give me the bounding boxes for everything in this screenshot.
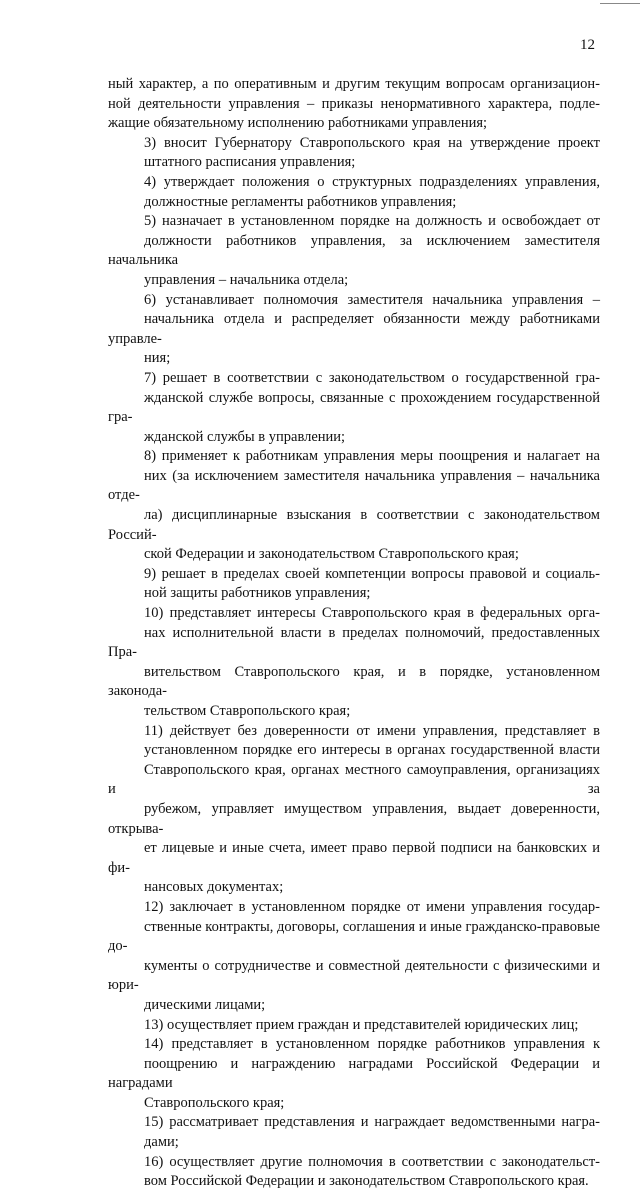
- text-line: начальника отдела и распределяет обязанности между работниками управле-: [108, 311, 600, 347]
- paragraph-item-13: [108, 1016, 600, 1036]
- text-line: 7) решает в соответствии с законодательством о государственной гра-: [144, 369, 600, 386]
- text-line: ла) дисциплинарные взыскания в соответствии с законодательством Россий-: [108, 507, 600, 543]
- text-line: ет лицевые и иные счета, имеет право первой подписи на банковских и фи-: [108, 840, 600, 876]
- paragraph-item-15: [108, 1113, 600, 1152]
- text-line: жащие обязательному исполнению работниками управления;: [108, 115, 488, 132]
- text-line: должности работников управления, за исключением заместителя начальника: [108, 232, 600, 269]
- text-line: ной деятельности управления – приказы ненормативного характера, подле-: [108, 95, 600, 112]
- text-line: ственные контракты, договоры, соглашения и иные гражданско-правовые до-: [108, 918, 600, 955]
- paragraph-item-6: [108, 291, 600, 369]
- text-line: установленном порядке его интересы в органах государственной власти: [144, 742, 600, 759]
- text-line: ной защиты работников управления;: [144, 585, 371, 602]
- text-line: 12) заключает в установленном порядке от имени управления государ-: [144, 898, 600, 915]
- text-line: 3) вносит Губернатору Ставропольского края на утверждение проект: [144, 134, 600, 151]
- paragraph-item-10: [108, 604, 600, 722]
- text-line: жданской службе вопросы, связанные с прохождением государственной гра-: [108, 389, 600, 426]
- text-line: нансовых документах;: [144, 879, 284, 896]
- text-line: вом Российской Федерации и законодательством Ставропольского края.: [144, 1173, 589, 1190]
- text-line: жданской службы в управлении;: [144, 428, 346, 445]
- text-line: 15) рассматривает представления и награждает ведомственными награ-: [144, 1114, 600, 1131]
- paragraph-item-4: [108, 173, 600, 212]
- text-line: тельством Ставропольского края;: [144, 703, 351, 719]
- text-line: должностные регламенты работников управления;: [144, 193, 457, 210]
- paragraph-item-9: [108, 565, 600, 604]
- paragraph-item-5: [108, 212, 600, 290]
- text-line: штатного расписания управления;: [144, 154, 356, 171]
- document-body: [108, 75, 600, 1192]
- text-line: 4) утверждает положения о структурных подразделениях управления,: [144, 173, 600, 190]
- text-line: поощрению и награждению наградами Российской Федерации и наградами: [108, 1055, 600, 1092]
- paragraph-item-11: [108, 722, 600, 898]
- paragraph-continuation: [108, 75, 600, 134]
- text-line: кументы о сотрудничестве и совместной деятельности с физическими и юри-: [108, 957, 600, 994]
- paragraph-item-3: [108, 134, 600, 173]
- text-line: 13) осуществляет прием граждан и представителей юридических лиц;: [144, 1016, 579, 1033]
- text-line: ской Федерации и законодательством Ставропольского края;: [144, 546, 519, 563]
- paragraph-item-7: [108, 369, 600, 447]
- text-line: 9) решает в пределах своей компетенции вопросы правовой и социаль-: [144, 565, 600, 582]
- paragraph-item-16: [108, 1153, 600, 1192]
- paragraph-item-14: [108, 1035, 600, 1113]
- paragraph-item-12: [108, 898, 600, 1016]
- text-line: 5) назначает в установленном порядке на должность и освобождает от: [144, 213, 600, 230]
- text-line: вительством Ставропольского края, и в порядке, установленном законода-: [108, 663, 600, 700]
- text-line: управления – начальника отдела;: [144, 271, 349, 288]
- text-line: ный характер, а по оперативным и другим текущим вопросам организацион-: [108, 76, 600, 92]
- page-number: 12: [580, 37, 595, 53]
- text-line: 11) действует без доверенности от имени управления, представляет в: [144, 722, 600, 739]
- text-line: ния;: [144, 350, 171, 367]
- text-line: рубежом, управляет имуществом управления, выдает доверенности, открыва-: [108, 800, 600, 837]
- text-line: 14) представляет в установленном порядке работников управления к: [144, 1036, 600, 1053]
- paragraph-item-8: [108, 447, 600, 565]
- text-line: 6) устанавливает полномочия заместителя начальника управления –: [144, 291, 600, 308]
- text-line: Ставропольского края, органах местного самоуправления, организациях и за: [108, 761, 600, 798]
- text-line: дами;: [144, 1134, 179, 1151]
- text-line: 16) осуществляет другие полномочия в соответствии с законодательст-: [144, 1153, 600, 1170]
- text-line: дическими лицами;: [144, 996, 266, 1013]
- text-line: 10) представляет интересы Ставропольского края в федеральных орга-: [144, 605, 600, 622]
- text-line: Ставропольского края;: [144, 1094, 285, 1111]
- top-edge-rule: [600, 3, 640, 4]
- text-line: 8) применяет к работникам управления меры поощрения и налагает на: [144, 448, 600, 465]
- text-line: них (за исключением заместителя начальника управления – начальника отде-: [108, 467, 600, 504]
- text-line: нах исполнительной власти в пределах полномочий, предоставленных Пра-: [108, 624, 600, 661]
